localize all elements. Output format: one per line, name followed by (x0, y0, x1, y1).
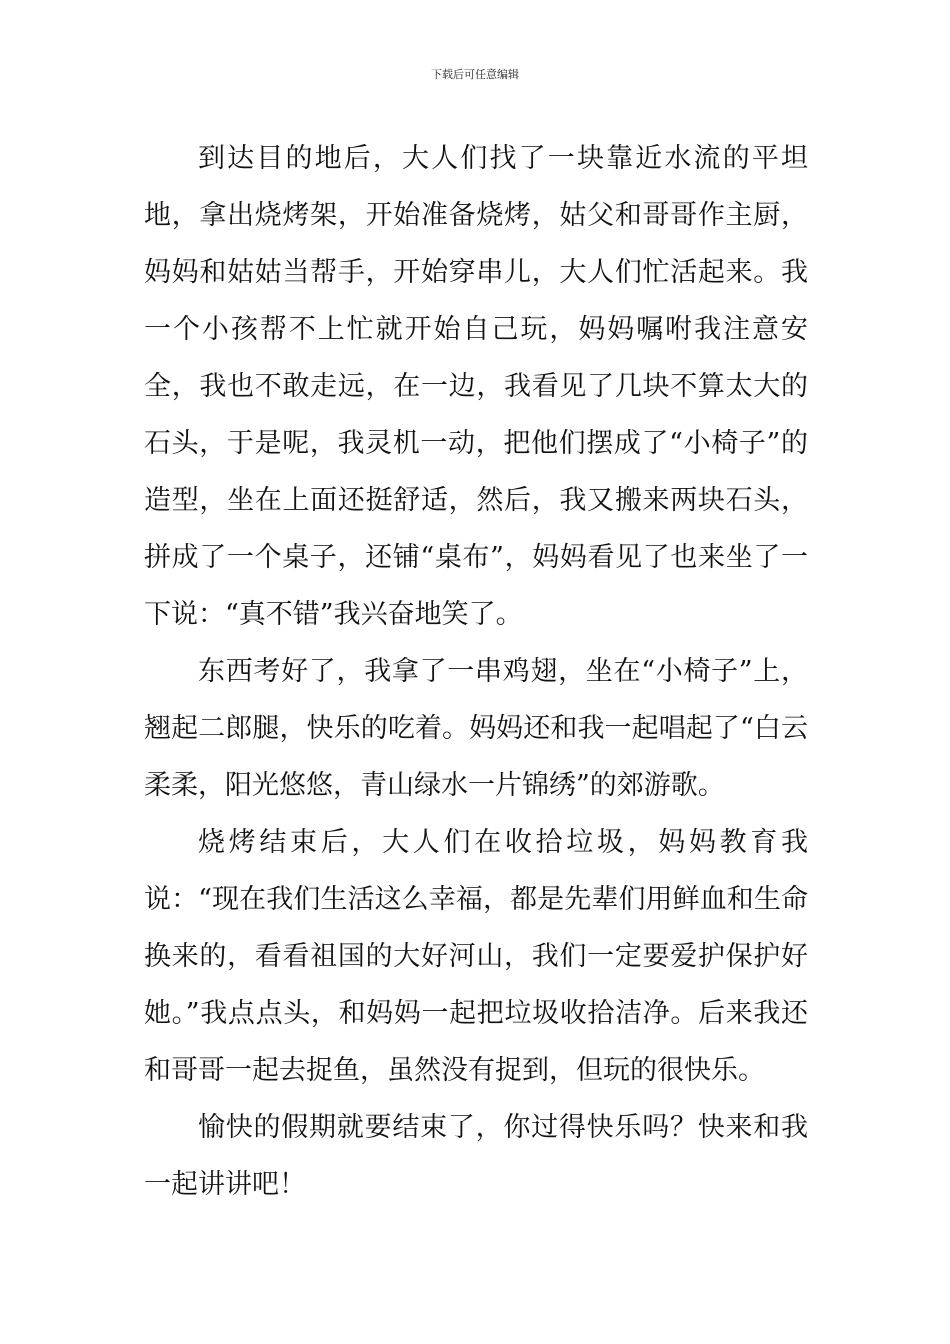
document-body (144, 130, 808, 1213)
paragraph-2: 东西考好了，我拿了一串鸡翅，坐在“小椅子”上，翘起二郎腿，快乐的吃着。妈妈还和我一起唱起了“白云柔柔，阳光悠悠，青山绿水一片锦绣”的郊游歌。 (144, 656, 808, 801)
paragraph-3: 烧烤结束后，大人们在收拾垃圾，妈妈教育我说：“现在我们生活这么幸福，都是先辈们用鲜血和生命换来的，看看祖国的大好河山，我们一定要爱护保护好她。”我点点头，和妈妈一起把垃圾收拾洁净。后来我还和哥哥一起去捉鱼，虽然没有捉到，但玩的很快乐。 (144, 827, 808, 1086)
paragraph-1: 到达目的地后，大人们找了一块靠近水流的平坦地，拿出烧烤架，开始准备烧烤，姑父和哥哥作主厨，妈妈和姑姑当帮手，开始穿串儿，大人们忙活起来。我一个小孩帮不上忙就开始自己玩，妈妈嘱咐我注意安全，我也不敢走远，在一边，我看见了几块不算太大的石头，于是呢，我灵机一动，把他们摆成了“小椅子”的造型，坐在上面还挺舒适，然后，我又搬来两块石头，拼成了一个桌子，还铺“桌布”，妈妈看见了也来坐了一下说：“真不错”我兴奋地笑了。 (144, 143, 808, 630)
page-header: 下载后可任意编辑 (431, 68, 519, 81)
paragraph-4: 愉快的假期就要结束了，你过得快乐吗？快来和我一起讲讲吧！ (144, 1112, 808, 1200)
